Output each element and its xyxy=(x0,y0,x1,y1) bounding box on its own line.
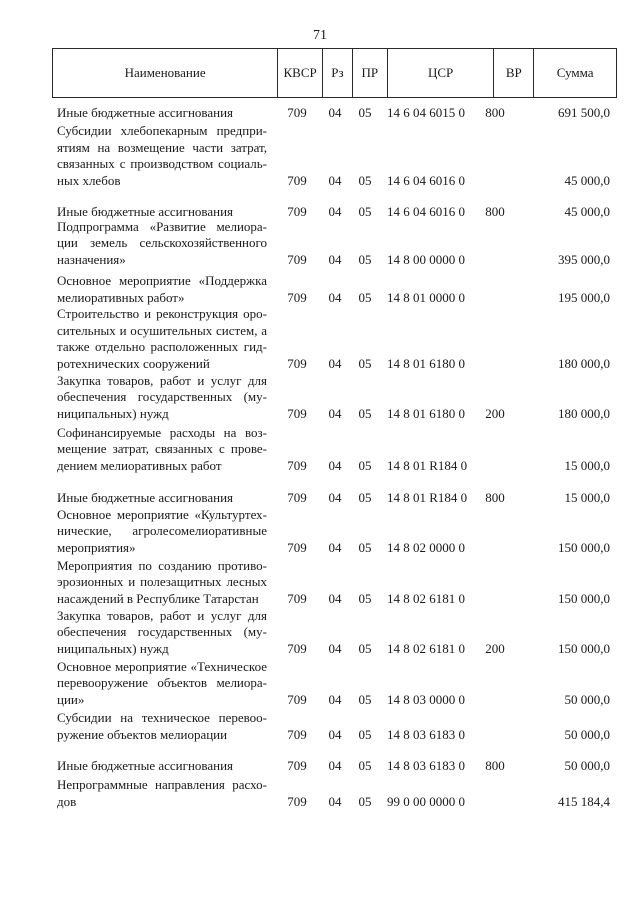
cell-pr: 05 xyxy=(358,104,372,120)
row-name-line: ции земель сельскохозяйственного xyxy=(57,235,267,250)
row-name-line: ятиям на возмещение части затрат, xyxy=(57,139,267,155)
row-name-line: также отдельно расположенных гид- xyxy=(57,339,267,354)
row-name-line: ружение объектов мелиорации xyxy=(57,726,228,742)
cell-kvsr: 709 xyxy=(287,640,307,656)
cell-sum: 15 000,0 xyxy=(564,457,610,473)
row-name-line: Софинансируемые расходы на воз- xyxy=(57,424,267,440)
row-name-line: Мероприятия по созданию противо- xyxy=(57,557,267,573)
cell-rz: 04 xyxy=(328,457,342,473)
cell-kvsr: 709 xyxy=(287,590,307,606)
cell-vr: 800 xyxy=(485,104,505,120)
cell-kvsr: 709 xyxy=(287,251,307,267)
cell-pr: 05 xyxy=(358,793,372,809)
row-name-line: Иные бюджетные ассигнования xyxy=(57,203,234,219)
cell-pr: 05 xyxy=(358,726,372,742)
cell-csr: 99 0 00 0000 0 xyxy=(387,793,465,809)
cell-pr: 05 xyxy=(358,457,372,473)
row-name-line: Иные бюджетные ассигнования xyxy=(57,104,234,120)
cell-rz: 04 xyxy=(328,757,342,773)
row-name-line: сительных и осушительных систем, а xyxy=(57,322,267,338)
row-name-line: мероприятия» xyxy=(57,539,136,555)
cell-csr: 14 8 00 0000 0 xyxy=(387,251,465,267)
column-header-csr: ЦСР xyxy=(388,49,495,97)
cell-rz: 04 xyxy=(328,203,342,219)
cell-pr: 05 xyxy=(358,539,372,555)
cell-sum: 195 000,0 xyxy=(558,289,610,305)
row-name-line: мелиоративных работ» xyxy=(57,289,185,305)
row-name-line: Закупка товаров, работ и услуг для xyxy=(57,607,267,623)
cell-kvsr: 709 xyxy=(287,793,307,809)
cell-sum: 150 000,0 xyxy=(558,640,610,656)
cell-kvsr: 709 xyxy=(287,203,307,219)
row-name xyxy=(57,777,267,810)
cell-pr: 05 xyxy=(358,590,372,606)
row-name-line: ных хлебов xyxy=(57,172,121,188)
row-name-line: Основное мероприятие «Техническое xyxy=(57,658,267,674)
cell-csr: 14 6 04 6016 0 xyxy=(387,172,465,188)
cell-rz: 04 xyxy=(328,539,342,555)
cell-pr: 05 xyxy=(358,251,372,267)
cell-vr: 800 xyxy=(485,203,505,219)
row-name-line: Непрограммные направления расхо- xyxy=(57,777,267,792)
row-name-line: мещение затрат, связанных с прове- xyxy=(57,441,267,456)
page-number: 71 xyxy=(313,28,327,43)
cell-rz: 04 xyxy=(328,289,342,305)
cell-pr: 05 xyxy=(358,757,372,773)
cell-kvsr: 709 xyxy=(287,457,307,473)
cell-rz: 04 xyxy=(328,691,342,707)
cell-csr: 14 6 04 6015 0 xyxy=(387,104,465,120)
column-header-rz: Рз xyxy=(323,49,353,97)
row-name-line: обеспечения государственных (му- xyxy=(57,624,267,639)
cell-pr: 05 xyxy=(358,489,372,505)
cell-kvsr: 709 xyxy=(287,539,307,555)
cell-sum: 180 000,0 xyxy=(558,405,610,421)
cell-sum: 45 000,0 xyxy=(564,203,610,219)
cell-kvsr: 709 xyxy=(287,489,307,505)
row-name-line: Основное мероприятие «Культуртех- xyxy=(57,506,267,522)
cell-rz: 04 xyxy=(328,172,342,188)
cell-sum: 180 000,0 xyxy=(558,355,610,371)
row-name-line: обеспечения государственных (му- xyxy=(57,389,267,404)
row-name-line: назначения» xyxy=(57,251,126,267)
row-name-line: перевооружение объектов мелиора- xyxy=(57,675,267,690)
cell-sum: 50 000,0 xyxy=(564,726,610,742)
cell-kvsr: 709 xyxy=(287,405,307,421)
cell-csr: 14 6 04 6016 0 xyxy=(387,203,465,219)
column-header-sum: Сумма xyxy=(556,65,594,80)
cell-rz: 04 xyxy=(328,489,342,505)
cell-pr: 05 xyxy=(358,405,372,421)
cell-vr: 800 xyxy=(485,489,505,505)
cell-rz: 04 xyxy=(328,726,342,742)
cell-pr: 05 xyxy=(358,355,372,371)
cell-kvsr: 709 xyxy=(287,104,307,120)
row-name-line: связанных с производством социаль- xyxy=(57,156,267,171)
cell-csr: 14 8 01 R184 0 xyxy=(387,457,468,473)
cell-vr: 200 xyxy=(485,405,505,421)
row-name-line: Подпрограмма «Развитие мелиора- xyxy=(57,218,267,234)
row-name-line: Закупка товаров, работ и услуг для xyxy=(57,372,267,388)
cell-csr: 14 8 02 0000 0 xyxy=(387,539,465,555)
cell-pr: 05 xyxy=(358,640,372,656)
row-name-line: ниципальных) нужд xyxy=(57,405,169,421)
cell-rz: 04 xyxy=(328,355,342,371)
cell-kvsr: 709 xyxy=(287,355,307,371)
cell-pr: 05 xyxy=(358,289,372,305)
cell-csr: 14 8 01 6180 0 xyxy=(387,405,465,421)
cell-kvsr: 709 xyxy=(287,726,307,742)
cell-vr: 200 xyxy=(485,640,505,656)
row-name-line: Строительство и реконструкция оро- xyxy=(57,306,267,321)
cell-csr: 14 8 03 6183 0 xyxy=(387,757,465,773)
cell-csr: 14 8 01 R184 0 xyxy=(387,489,468,505)
row-name-line: Иные бюджетные ассигнования xyxy=(57,489,234,505)
column-header-vr: ВР xyxy=(494,49,534,97)
row-name-line: дением мелиоративных работ xyxy=(57,457,222,473)
cell-rz: 04 xyxy=(328,590,342,606)
cell-csr: 14 8 02 6181 0 xyxy=(387,590,465,606)
cell-sum: 415 184,4 xyxy=(558,793,610,809)
row-name-line: Субсидии на техническое перевоо- xyxy=(57,710,267,725)
cell-sum: 150 000,0 xyxy=(558,590,610,606)
cell-csr: 14 8 02 6181 0 xyxy=(387,640,465,656)
row-name-line: насаждений в Республике Татарстан xyxy=(57,590,259,606)
cell-sum: 395 000,0 xyxy=(558,251,610,267)
cell-rz: 04 xyxy=(328,104,342,120)
cell-sum: 691 500,0 xyxy=(558,104,610,120)
row-name-line: эрозионных и полезащитных лесных xyxy=(57,574,267,589)
cell-sum: 150 000,0 xyxy=(558,539,610,555)
cell-kvsr: 709 xyxy=(287,289,307,305)
cell-rz: 04 xyxy=(328,405,342,421)
cell-pr: 05 xyxy=(358,203,372,219)
row-name-line: Субсидии хлебопекарным предпри- xyxy=(57,123,267,138)
row-name-line: ниципальных) нужд xyxy=(57,640,169,656)
cell-rz: 04 xyxy=(328,640,342,656)
cell-sum: 50 000,0 xyxy=(564,757,610,773)
cell-sum: 45 000,0 xyxy=(564,172,610,188)
column-header-kvsr: КВСР xyxy=(278,49,323,97)
cell-rz: 04 xyxy=(328,251,342,267)
row-name-line: нические, агролесомелиоративные xyxy=(57,523,267,538)
cell-kvsr: 709 xyxy=(287,757,307,773)
row-name-line: ротехнических сооружений xyxy=(57,355,210,371)
cell-kvsr: 709 xyxy=(287,172,307,188)
cell-sum: 50 000,0 xyxy=(564,691,610,707)
cell-vr: 800 xyxy=(485,757,505,773)
row-name-line: дов xyxy=(57,793,77,809)
cell-kvsr: 709 xyxy=(287,691,307,707)
cell-csr: 14 8 03 6183 0 xyxy=(387,726,465,742)
row-name-line: ции» xyxy=(57,691,85,707)
row-name-line: Основное мероприятие «Поддержка xyxy=(57,273,267,288)
cell-csr: 14 8 03 0000 0 xyxy=(387,691,465,707)
column-header-pr: ПР xyxy=(353,49,388,97)
column-header-name: Наименование xyxy=(53,49,278,97)
cell-pr: 05 xyxy=(358,691,372,707)
cell-sum: 15 000,0 xyxy=(564,489,610,505)
row-name-line: Иные бюджетные ассигнования xyxy=(57,757,234,773)
cell-csr: 14 8 01 6180 0 xyxy=(387,355,465,371)
cell-rz: 04 xyxy=(328,793,342,809)
cell-csr: 14 8 01 0000 0 xyxy=(387,289,465,305)
cell-pr: 05 xyxy=(358,172,372,188)
